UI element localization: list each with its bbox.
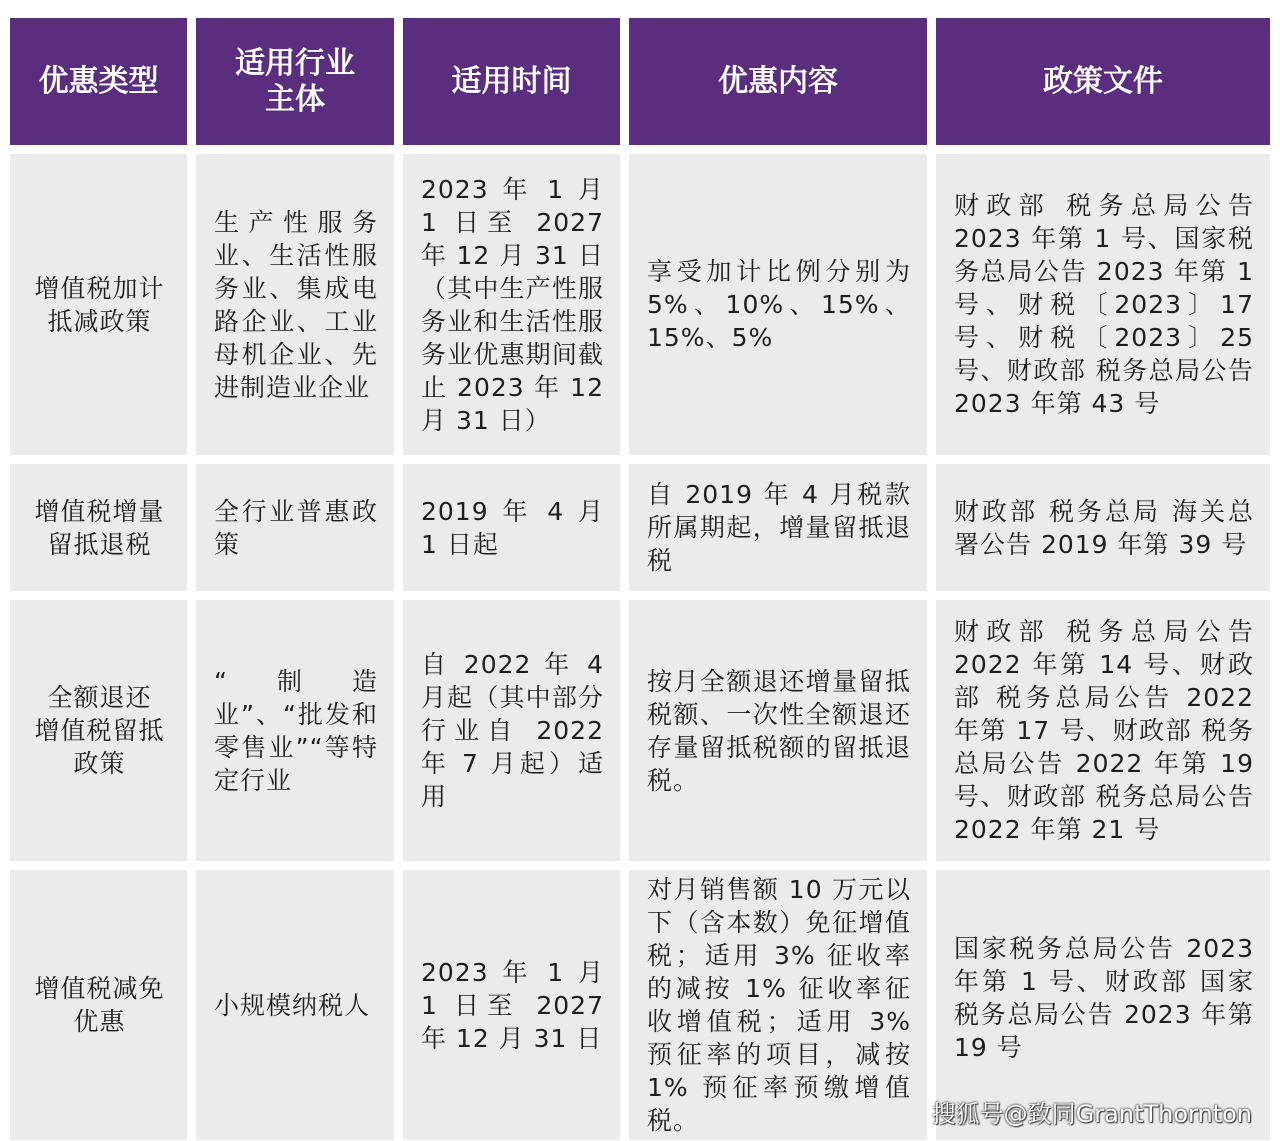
header-discount-type: 优惠类型 bbox=[10, 18, 187, 145]
table-cell: “制造业”、“批发和零售业”“等特定行业 bbox=[196, 600, 394, 861]
header-discount-content: 优惠内容 bbox=[629, 18, 927, 145]
table-cell: 增值税加计 抵减政策 bbox=[10, 154, 187, 455]
table-cell: 对月销售额 10 万元以下（含本数）免征增值税；适用 3% 征收率的减按 1% 征收率征收增值税；适用 3% 预征率的项目，减按 1% 预征率预缴增值税。 bbox=[629, 870, 927, 1140]
table-cell: 全额退还 增值税留抵 政策 bbox=[10, 600, 187, 861]
table-cell: 自 2022 年 4 月起（其中部分行业自 2022 年 7 月起）适用 bbox=[403, 600, 620, 861]
table-cell: 2023 年 1 月 1 日至 2027 年 12 月 31 日 bbox=[403, 870, 620, 1140]
table-cell: 享受加计比例分别为 5%、10%、15%、15%、5% bbox=[629, 154, 927, 455]
header-applicable-time: 适用时间 bbox=[403, 18, 620, 145]
table-cell: 全行业普惠政策 bbox=[196, 464, 394, 591]
table-cell: 2019 年 4 月 1 日起 bbox=[403, 464, 620, 591]
table-cell: 小规模纳税人 bbox=[196, 870, 394, 1140]
table-cell: 生产性服务业、生活性服务业、集成电路企业、工业母机企业、先进制造业企业 bbox=[196, 154, 394, 455]
watermark: 搜狐号@致同GrantThornton bbox=[931, 1100, 1252, 1128]
policy-table bbox=[10, 18, 1270, 1135]
header-policy-document: 政策文件 bbox=[936, 18, 1270, 145]
header-applicable-industry: 适用行业 主体 bbox=[196, 18, 394, 145]
table-cell: 财政部 税务总局公告 2023 年第 1 号、国家税务总局公告 2023 年第 1 号、财税〔2023〕17 号、财税〔2023〕25 号、财政部 税务总局公告 2023 年第 43 号 bbox=[936, 154, 1270, 455]
table-cell: 2023 年 1 月 1 日至 2027 年 12 月 31 日（其中生产性服务业和生活性服务业优惠期间截止 2023 年 12 月 31 日） bbox=[403, 154, 620, 455]
table-cell: 增值税增量 留抵退税 bbox=[10, 464, 187, 591]
table-cell: 国家税务总局公告 2023 年第 1 号、财政部 国家税务总局公告 2023 年第 19 号 bbox=[936, 870, 1270, 1140]
table-cell: 按月全额退还增量留抵税额、一次性全额退还存量留抵税额的留抵退税。 bbox=[629, 600, 927, 861]
table-cell: 财政部 税务总局公告 2022 年第 14 号、财政部 税务总局公告 2022 年第 17 号、财政部 税务总局公告 2022 年第 19 号、财政部 税务总局公告 2022 年第 21 号 bbox=[936, 600, 1270, 861]
table-cell: 财政部 税务总局 海关总署公告 2019 年第 39 号 bbox=[936, 464, 1270, 591]
table-cell: 自 2019 年 4 月税款所属期起，增量留抵退税 bbox=[629, 464, 927, 591]
table-cell: 增值税减免 优惠 bbox=[10, 870, 187, 1140]
